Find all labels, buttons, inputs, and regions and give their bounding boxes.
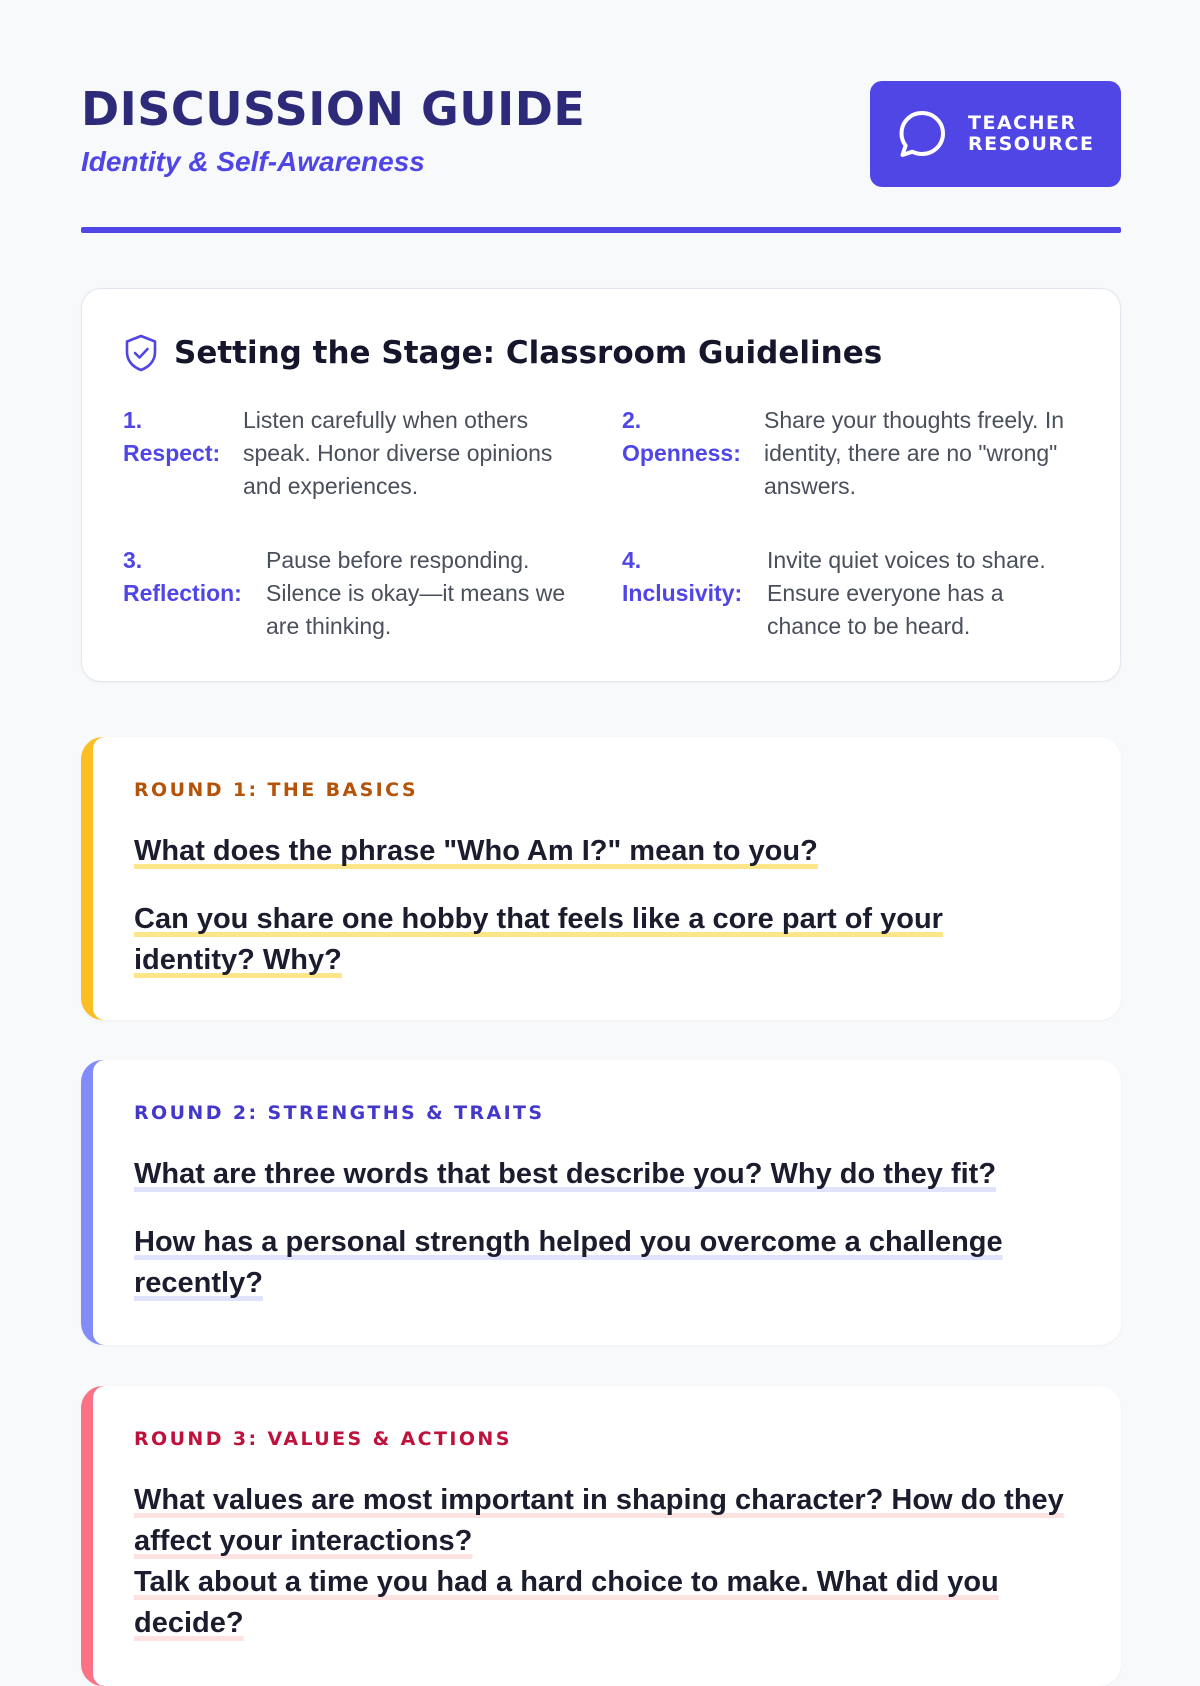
round-2-question-1[interactable] bbox=[134, 1154, 1064, 1195]
guideline-openness bbox=[622, 404, 1077, 503]
page-title: DISCUSSION GUIDE bbox=[81, 82, 586, 136]
guideline-text: Invite quiet voices to share. Ensure everyone has a chance to be heard. bbox=[767, 547, 1046, 639]
question-text: How has a personal strength helped you overcome a challenge recently? bbox=[134, 1226, 1003, 1299]
guideline-inclusivity bbox=[622, 544, 1082, 643]
round-1-label: ROUND 1: THE BASICS bbox=[134, 779, 418, 801]
question-text: What are three words that best describe you? Why do they fit? bbox=[134, 1158, 997, 1190]
guidelines-header bbox=[124, 333, 882, 373]
accent-mask bbox=[93, 1060, 107, 1345]
guideline-text: Share your thoughts freely. In identity, there are no "wrong" answers. bbox=[764, 407, 1065, 499]
question-text: What values are most important in shaping character? How do they affect your interactions? bbox=[134, 1484, 1064, 1557]
chat-bubble-icon bbox=[896, 108, 948, 160]
round-3-label: ROUND 3: VALUES & ACTIONS bbox=[134, 1428, 512, 1450]
question-text: Talk about a time you had a hard choice to make. What did you decide? bbox=[134, 1566, 999, 1639]
question-text: What does the phrase "Who Am I?" mean to you? bbox=[134, 835, 818, 867]
guideline-text: Listen carefully when others speak. Honor diverse opinions and experiences. bbox=[243, 407, 553, 499]
guideline-respect bbox=[123, 404, 563, 503]
round-2-label: ROUND 2: STRENGTHS & TRAITS bbox=[134, 1102, 545, 1124]
question-text: Can you share one hobby that feels like a core part of your identity? Why? bbox=[134, 903, 943, 976]
guidelines-title: Setting the Stage: Classroom Guidelines bbox=[174, 335, 883, 371]
discussion-guide-page bbox=[81, 0, 1121, 1639]
teacher-resource-label: TEACHER RESOURCE bbox=[968, 112, 1095, 155]
guideline-term: 1. Respect: bbox=[123, 407, 221, 466]
guideline-term: 3. Reflection: bbox=[123, 547, 242, 606]
round-3-question-1[interactable] bbox=[134, 1480, 1064, 1562]
page-subtitle: Identity & Self-Awareness bbox=[81, 146, 425, 177]
shield-check-icon bbox=[124, 333, 160, 373]
round-2-question-2[interactable] bbox=[134, 1222, 1064, 1304]
accent-mask bbox=[93, 737, 107, 1020]
guideline-text: Pause before responding. Silence is okay—it means we are thinking. bbox=[266, 547, 566, 639]
round-1-card bbox=[81, 737, 1121, 1020]
header-divider bbox=[81, 227, 1121, 233]
teacher-resource-button[interactable] bbox=[870, 81, 1121, 187]
round-1-question-1[interactable] bbox=[134, 831, 1064, 872]
round-2-card bbox=[81, 1060, 1121, 1345]
guidelines-card bbox=[81, 288, 1121, 682]
accent-mask bbox=[93, 1386, 107, 1686]
guideline-reflection bbox=[123, 544, 568, 643]
guideline-term: 4. Inclusivity: bbox=[622, 547, 743, 606]
round-1-question-2[interactable] bbox=[134, 899, 1064, 981]
round-3-question-2[interactable] bbox=[134, 1562, 1064, 1644]
round-3-card bbox=[81, 1386, 1121, 1686]
page-header bbox=[81, 0, 1121, 234]
guideline-term: 2. Openness: bbox=[622, 407, 741, 466]
